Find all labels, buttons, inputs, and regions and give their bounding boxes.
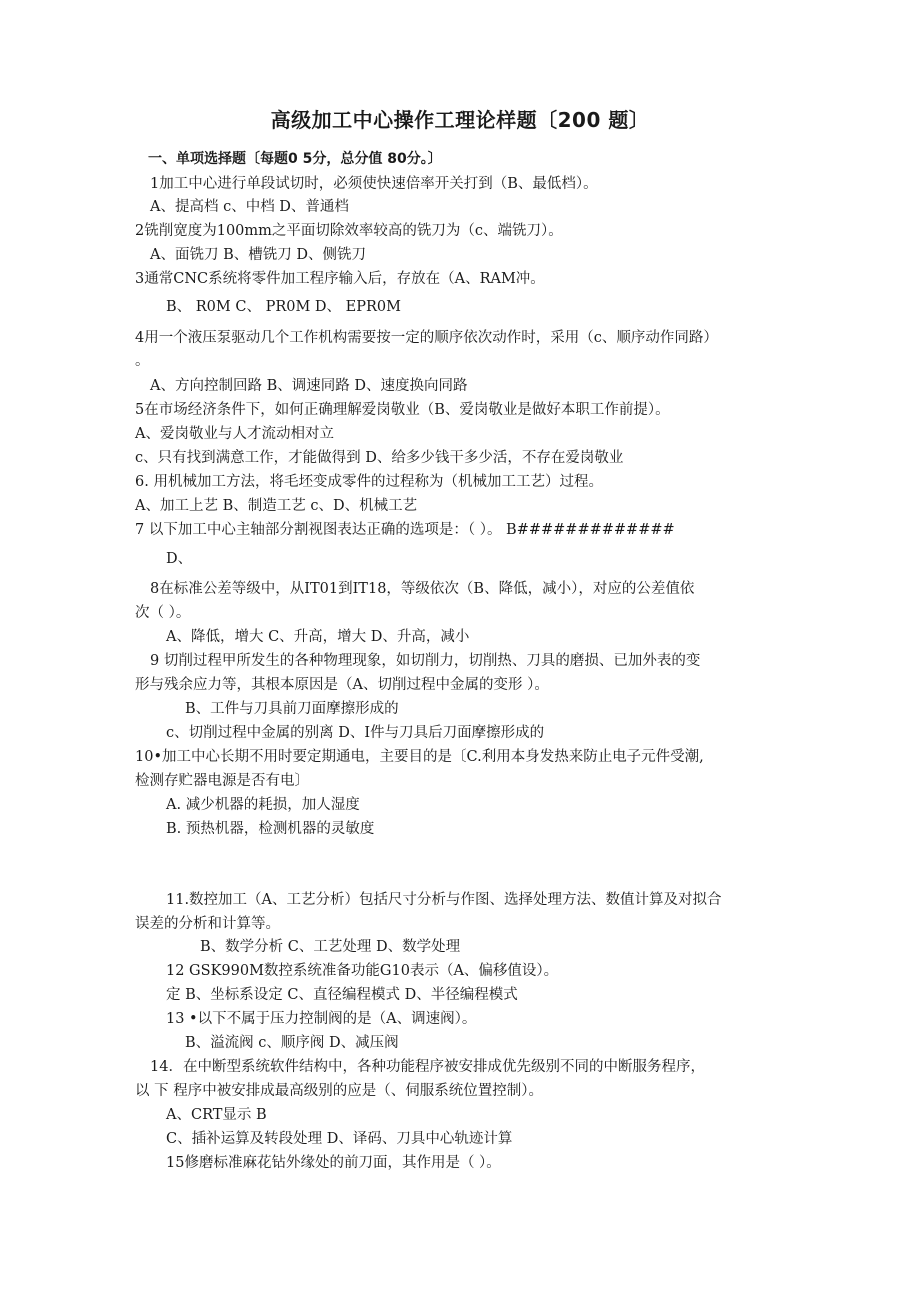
question-10-option-a: A. 减少机器的耗损，加人湿度 [166, 797, 360, 813]
question-10: 10•加工中心长期不用时要定期通电，主要目的是〔C.利用本身发热来防止电子元件受潮, [135, 749, 704, 765]
question-2-options: A、面铣刀 B、槽铣刀 D、侧铣刀 [150, 247, 366, 263]
question-5-option-a: A、爱岗敬业与人才流动相对立 [135, 426, 334, 442]
question-4-options: A、方向控制回路 B、调速同路 D、速度换向同路 [150, 378, 468, 394]
question-8-options: A、降低，增大 C、升高，增大 D、升高，减小 [166, 629, 470, 645]
question-4: 4用一个液压泵驱动几个工作机构需要按一定的顺序依次动作时，采用（c、顺序动作同路） [135, 330, 718, 346]
question-2: 2铣削宽度为100mm之平面切除效率较高的铣刀为（c、端铣刀）。 [135, 223, 563, 239]
question-7-option-d: D、 [166, 551, 193, 567]
question-6: 6. 用机械加工方法，将毛坯变成零件的过程称为（机械加工工艺）过程。 [135, 474, 603, 490]
question-3-options: B、 R0M C、 PR0M D、 EPR0M [166, 299, 401, 315]
question-9: 9 切削过程甲所发生的各种物理现象，如切削力，切削热、刀具的磨损、已加外表的变 [150, 653, 701, 669]
question-11: 11.数控加工（A、工艺分析）包括尺寸分析与作图、选择处理方法、数值计算及对拟合 [166, 892, 722, 908]
question-5-option-c: c、只有找到满意工作，才能做得到 D、给多少钱干多少活，不存在爱岗敬业 [135, 450, 624, 466]
question-8-cont: 次（ ）。 [135, 605, 191, 621]
question-13: 13 •以下不属于压力控制阀的是（A、调速阀）。 [166, 1011, 477, 1027]
question-14-cont: 以 下 程序中被安排成最高级别的应是（、伺服系统位置控制）。 [135, 1083, 543, 1099]
question-4-cont: 。 [135, 353, 150, 369]
question-12-options: 定 B、坐标系设定 C、直径编程模式 D、半径编程模式 [166, 987, 518, 1003]
question-9-cont: 形与残余应力等，其根本原因是（A、切削过程中金属的变形 ）。 [135, 677, 549, 693]
question-8: 8在标准公差等级中，从IT01到IT18，等级依次（B、降低，减小），对应的公差值依 [150, 581, 695, 597]
question-14-option-a: A、CRT显示 B [166, 1107, 267, 1123]
section-heading: 一、单项选择题〔每题0 5分，总分值 80分。〕 [148, 151, 442, 167]
question-9-option-b: B、工件与刀具前刀面摩擦形成的 [185, 701, 399, 717]
question-9-option-c: c、切削过程中金属的别离 D、I件与刀具后刀面摩擦形成的 [166, 725, 545, 741]
question-14: 14．在中断型系统软件结构中，各种功能程序被安排成优先级别不同的中断服务程序， [150, 1059, 705, 1075]
question-10-cont: 检测存贮器电源是否有电〕 [135, 773, 309, 789]
question-3: 3通常CNC系统将零件加工程序输入后，存放在（A、RAM冲。 [135, 271, 545, 287]
question-11-cont: 误差的分析和计算等。 [135, 916, 280, 932]
document-title: 高级加工中心操作工理论样题〔200 题〕 [270, 108, 650, 132]
question-5: 5在市场经济条件下，如何正确理解爱岗敬业（B、爱岗敬业是做好本职工作前提）。 [135, 402, 670, 418]
question-13-options: B、溢流阀 c、顺序阀 D、减压阀 [185, 1035, 399, 1051]
question-1-options: A、提高档 c、中档 D、普通档 [150, 199, 349, 215]
question-6-options: A、加工上艺 B、制造工艺 c、D、机械工艺 [135, 498, 418, 514]
question-14-option-c: C、插补运算及转段处理 D、译码、刀具中心轨迹计算 [166, 1131, 513, 1147]
question-1: 1加工中心进行单段试切时，必须使快速倍率开关打到（B、最低档）。 [150, 176, 598, 192]
question-12: 12 GSK990M数控系统准备功能G10表示（A、偏移值设）。 [166, 963, 559, 979]
question-11-options: B、数学分析 C、工艺处理 D、数学处理 [200, 939, 461, 955]
question-10-option-b: B. 预热机器，检测机器的灵敏度 [166, 821, 375, 837]
question-15: 15修磨标准麻花钻外缘处的前刀面，其作用是（ ）。 [166, 1155, 501, 1171]
question-7: 7 以下加工中心主轴部分割视图表达正确的选项是：（ ）。 B############# [135, 522, 675, 538]
